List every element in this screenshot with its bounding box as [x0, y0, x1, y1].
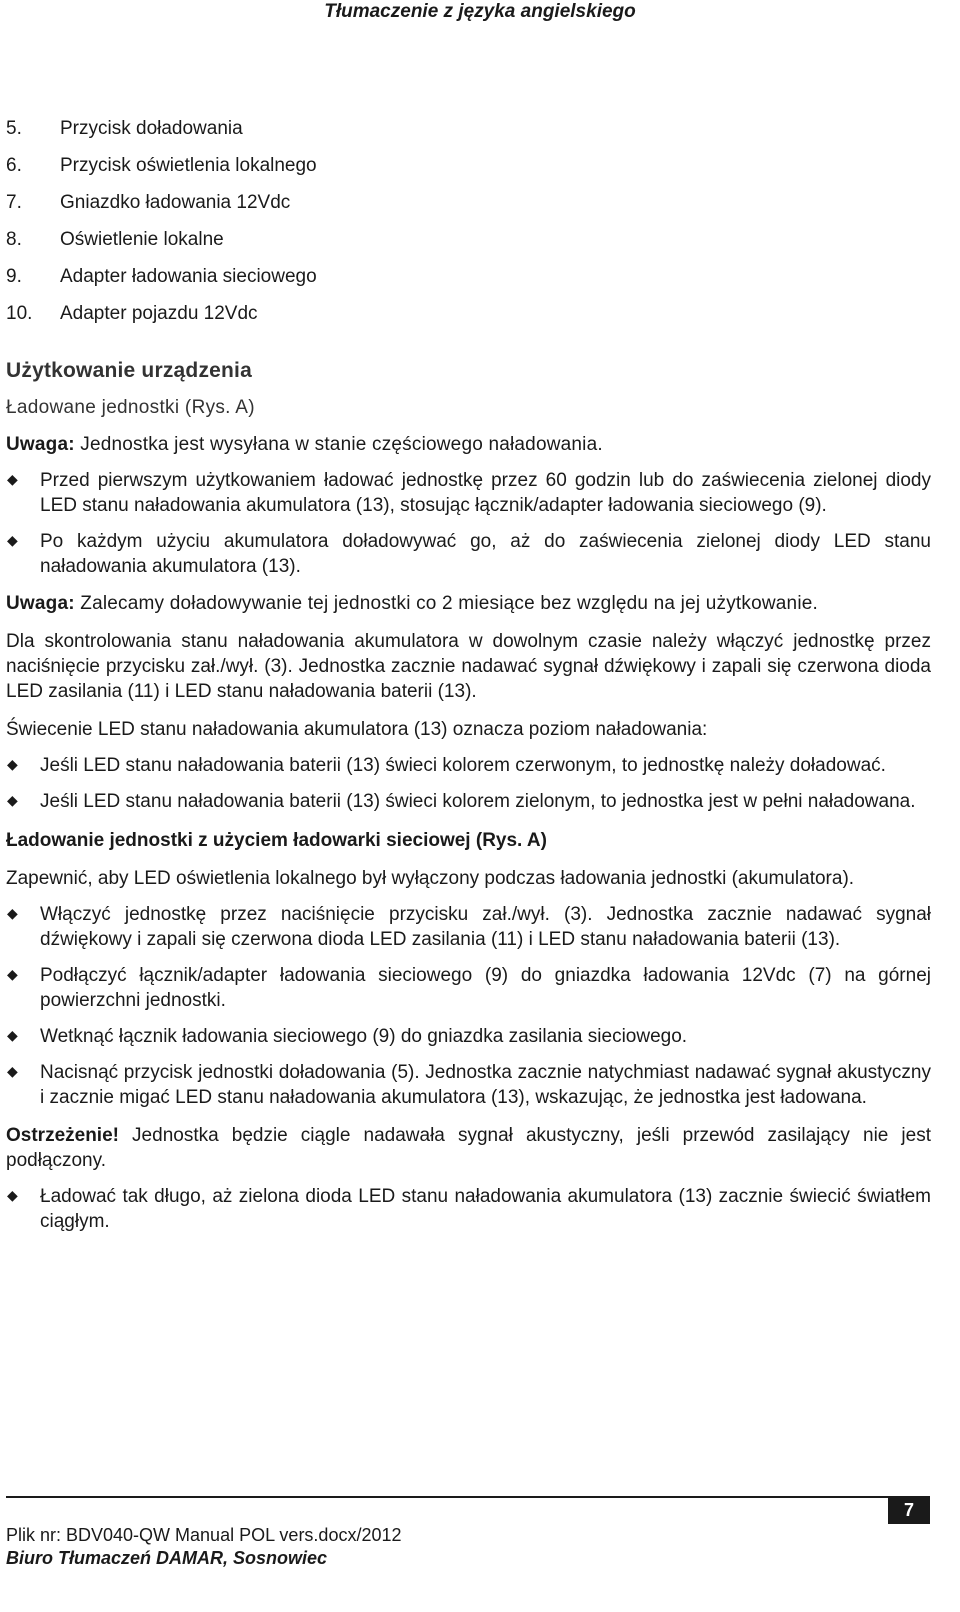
note [6, 432, 931, 457]
subsection-title: Ładowanie jednostki z użyciem ładowarki sieciowej (Rys. A) [6, 830, 547, 851]
list-item-text: Przed pierwszym użytkowaniem ładować jednostkę przez 60 godzin lub do zaświecenia zielonej diody LED stanu naładowania akumulatora (13), stosując łącznik/adapter ładowania sieciowego (9). [40, 470, 931, 516]
paragraph: Świecenie LED stanu naładowania akumulatora (13) oznacza poziom naładowania: [6, 719, 708, 740]
bullet-icon: ◆ [7, 966, 18, 982]
list-item [6, 295, 931, 332]
list-item-text: Ładować tak długo, aż zielona dioda LED stanu naładowania akumulatora (13) zacznie świecić światłem ciągłym. [40, 1186, 931, 1232]
item-number: 9. [6, 266, 22, 287]
bullet-icon: ◆ [7, 1027, 18, 1043]
bullet-list [6, 753, 931, 814]
bullet-icon: ◆ [7, 756, 18, 772]
note [6, 591, 931, 616]
item-label: Gniazdko ładowania 12Vdc [60, 192, 291, 213]
list-item [6, 1060, 931, 1110]
page-number: 7 [888, 1497, 930, 1524]
bullet-icon: ◆ [7, 471, 18, 487]
bullet-icon: ◆ [7, 1063, 18, 1079]
item-number: 6. [6, 155, 22, 176]
item-label: Przycisk oświetlenia lokalnego [60, 155, 317, 176]
bullet-icon: ◆ [7, 532, 18, 548]
footer-office: Biuro Tłumaczeń DAMAR, Sosnowiec [6, 1548, 328, 1568]
list-item-text: Jeśli LED stanu naładowania baterii (13) świeci kolorem zielonym, to jednostka jest w pełni naładowana. [40, 791, 916, 812]
warning-label: Ostrzeżenie! [6, 1125, 119, 1146]
item-number: 7. [6, 192, 22, 213]
list-item [6, 468, 931, 518]
list-item [6, 184, 931, 221]
document-body [6, 110, 931, 1234]
section-subtitle: Ładowane jednostki (Rys. A) [6, 397, 255, 418]
warning [6, 1123, 931, 1173]
list-item-text: Wetknąć łącznik ładowania sieciowego (9) do gniazdka zasilania sieciowego. [40, 1026, 688, 1047]
footer-divider [6, 1496, 930, 1498]
list-item [6, 963, 931, 1013]
list-item-text: Po każdym użyciu akumulatora doładowywać go, aż do zaświecenia zielonej diody LED stanu naładowania akumulatora (13). [40, 531, 931, 577]
bullet-icon: ◆ [7, 1187, 18, 1203]
bullet-icon: ◆ [7, 792, 18, 808]
list-item [6, 147, 931, 184]
note-label: Uwaga: [6, 593, 75, 614]
parts-list [6, 110, 931, 332]
list-item [6, 110, 931, 147]
paragraph: Dla skontrolowania stanu naładowania akumulatora w dowolnym czasie należy włączyć jednostkę przez naciśnięcie przycisku zał./wył. (3). Jednostka zacznie nadawać sygnał dźwiękowy i zapali się czerwona dioda LED zasilania (11) i LED stanu naładowania baterii (13). [6, 631, 931, 702]
list-item-text: Podłączyć łącznik/adapter ładowania sieciowego (9) do gniazdka ładowania 12Vdc (7) na górnej powierzchni jednostki. [40, 965, 931, 1011]
bullet-icon: ◆ [7, 905, 18, 921]
list-item [6, 258, 931, 295]
footer-file: Plik nr: BDV040-QW Manual POL vers.docx/2012 [6, 1525, 402, 1545]
bullet-list [6, 1184, 931, 1234]
list-item [6, 753, 931, 778]
item-number: 10. [6, 303, 33, 324]
item-label: Adapter ładowania sieciowego [60, 266, 317, 287]
bullet-list [6, 468, 931, 579]
item-label: Przycisk doładowania [60, 118, 243, 139]
list-item-text: Nacisnąć przycisk jednostki doładowania (5). Jednostka zacznie natychmiast nadawać sygnał akustyczny i zacznie migać LED stanu naładowania akumulatora (13), wskazując, że jednostka jest ładowana. [40, 1062, 931, 1108]
item-number: 5. [6, 118, 22, 139]
list-item [6, 529, 931, 579]
note-text: Zalecamy doładowywanie tej jednostki co 2 miesiące bez względu na jej użytkowanie. [74, 593, 818, 614]
page-header: Tłumaczenie z języka angielskiego [324, 1, 636, 22]
bullet-list [6, 902, 931, 1110]
note-text: Jednostka jest wysyłana w stanie częściowego naładowania. [74, 434, 603, 455]
list-item [6, 1184, 931, 1234]
list-item [6, 902, 931, 952]
item-label: Oświetlenie lokalne [60, 229, 224, 250]
note-label: Uwaga: [6, 434, 75, 455]
paragraph: Zapewnić, aby LED oświetlenia lokalnego był wyłączony podczas ładowania jednostki (akumulatora). [6, 868, 855, 889]
list-item-text: Włączyć jednostkę przez naciśnięcie przycisku zał./wył. (3). Jednostka zacznie nadawać sygnał dźwiękowy i zapali się czerwona dioda LED zasilania (11) i LED stanu naładowania baterii (13). [40, 904, 931, 950]
list-item-text: Jeśli LED stanu naładowania baterii (13) świeci kolorem czerwonym, to jednostkę należy doładować. [40, 755, 886, 776]
item-label: Adapter pojazdu 12Vdc [60, 303, 258, 324]
warning-text: Jednostka będzie ciągle nadawała sygnał akustyczny, jeśli przewód zasilający nie jest podłączony. [6, 1125, 931, 1171]
list-item [6, 1024, 931, 1049]
list-item [6, 789, 931, 814]
list-item [6, 221, 931, 258]
item-number: 8. [6, 229, 22, 250]
section-title: Użytkowanie urządzenia [6, 359, 252, 382]
